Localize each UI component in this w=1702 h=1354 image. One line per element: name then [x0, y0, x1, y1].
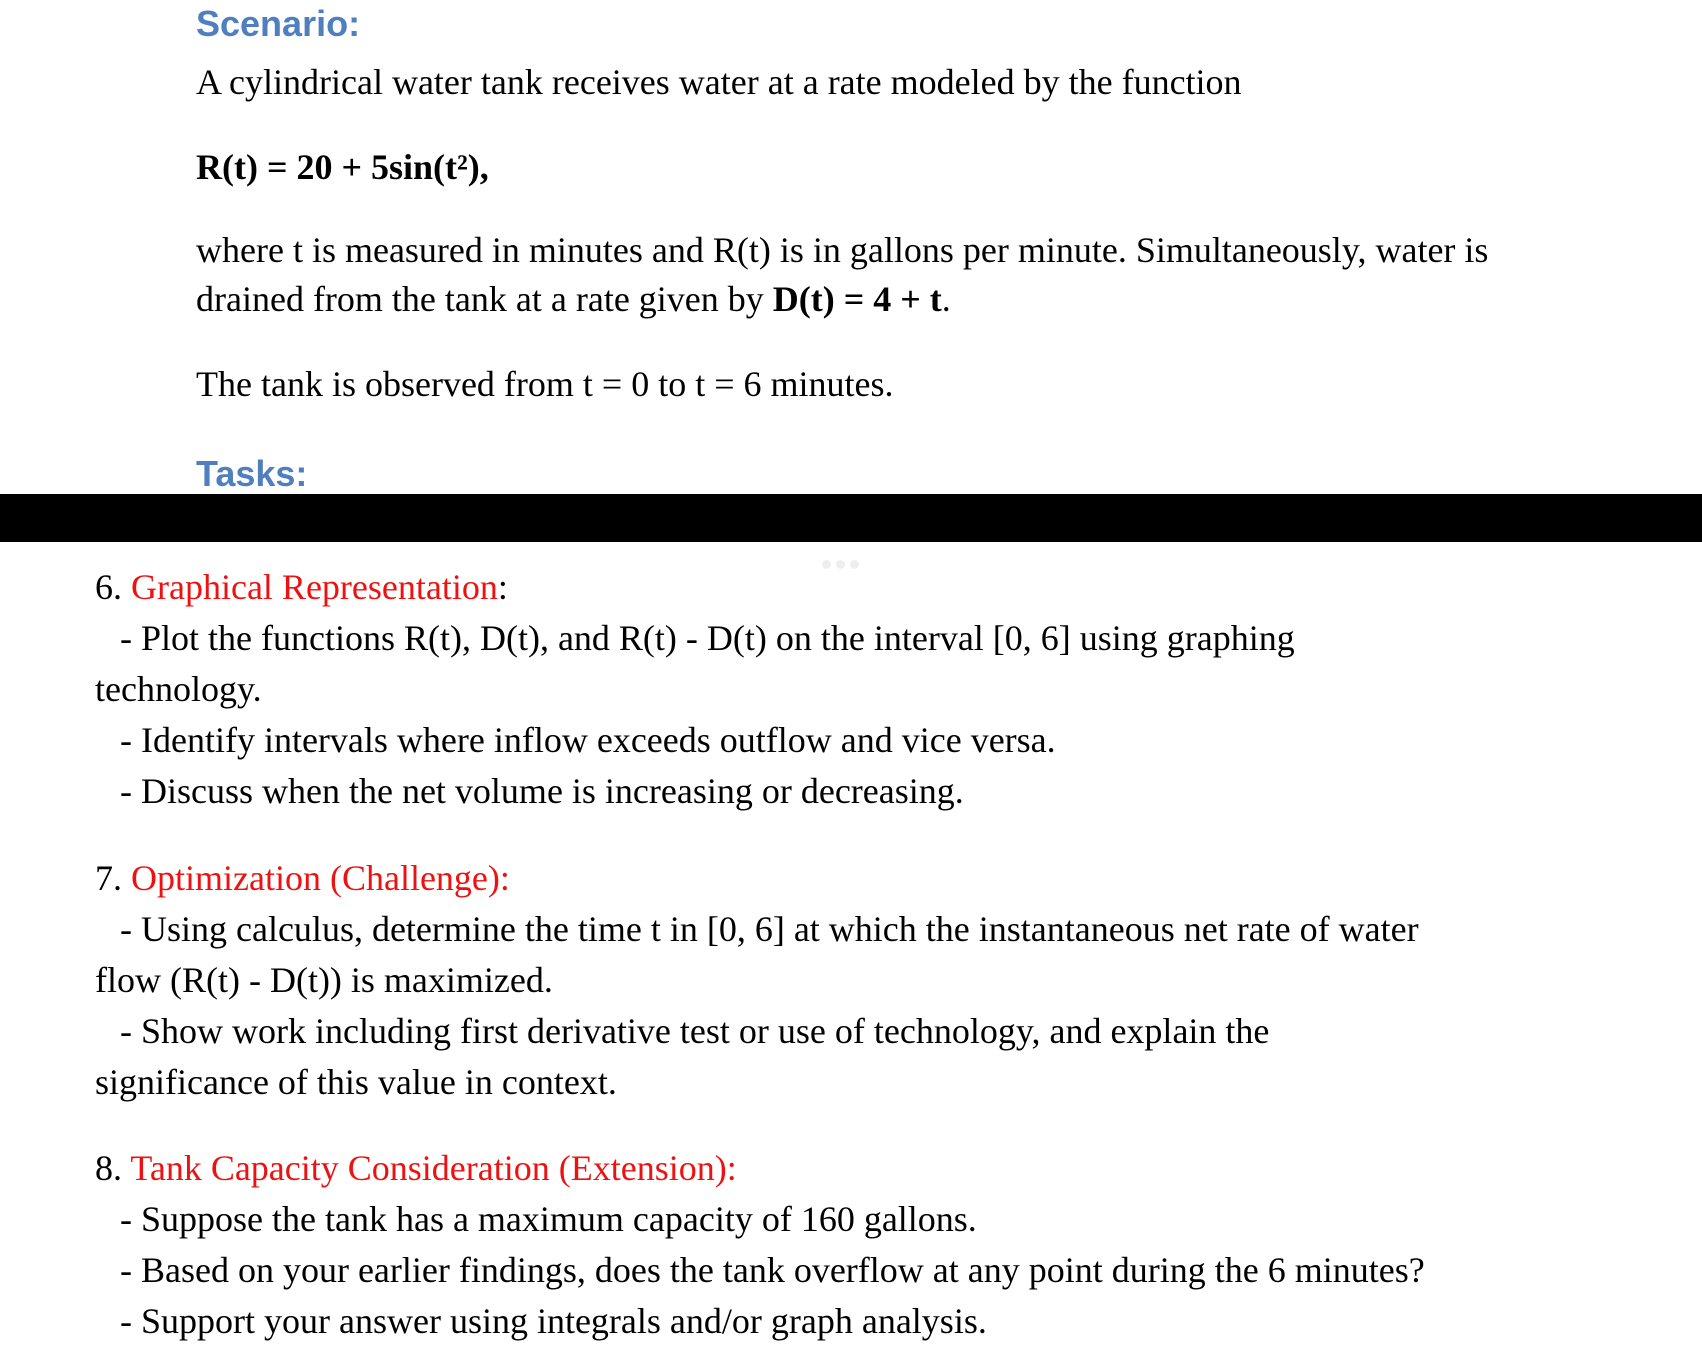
task-8-title — [95, 1146, 737, 1190]
task-8-line-1: - Suppose the tank has a maximum capacity of 160 gallons. — [120, 1199, 977, 1239]
description-line2-suffix: . — [941, 279, 951, 319]
scenario-description-line2 — [196, 277, 951, 321]
task-8-line-3: - Support your answer using integrals and/or graph analysis. — [120, 1301, 987, 1341]
task-7-line-2: flow (R(t) - D(t)) is maximized. — [95, 960, 553, 1000]
task-6-line-3: - Identify intervals where inflow exceeds outflow and vice versa. — [120, 720, 1056, 760]
task-6-title-text: Graphical Representation — [131, 567, 498, 607]
rate-formula: R(t) = 20 + 5sin(t²), — [196, 147, 489, 187]
observation-text: The tank is observed from t = 0 to t = 6 minutes. — [196, 364, 894, 404]
task-6-line-4: - Discuss when the net volume is increasing or decreasing. — [120, 771, 964, 811]
task-7-number: 7. — [95, 858, 122, 898]
scenario-intro: A cylindrical water tank receives water at a rate modeled by the function — [196, 62, 1242, 102]
task-6-title — [95, 565, 508, 609]
task-8-title-text: Tank Capacity Consideration (Extension): — [130, 1148, 737, 1188]
task-7-title-text: Optimization (Challenge): — [131, 858, 510, 898]
task-7-title — [95, 856, 510, 900]
task-6-title-suffix: : — [497, 567, 508, 607]
task-6-line-1: - Plot the functions R(t), D(t), and R(t) - D(t) on the interval [0, 6] using graphing — [120, 618, 1295, 658]
tasks-heading: Tasks: — [196, 453, 308, 494]
more-dots-icon — [822, 560, 859, 572]
task-8-line-2: - Based on your earlier findings, does the tank overflow at any point during the 6 minutes? — [120, 1250, 1425, 1290]
screenshot-divider — [0, 494, 1702, 542]
scenario-heading: Scenario: — [196, 3, 361, 44]
task-7-line-1: - Using calculus, determine the time t in [0, 6] at which the instantaneous net rate of water — [120, 909, 1419, 949]
task-8-number: 8. — [95, 1148, 122, 1188]
drain-formula: D(t) = 4 + t — [772, 279, 942, 319]
description-line2-prefix: drained from the tank at a rate given by — [196, 279, 773, 319]
task-7-line-4: significance of this value in context. — [95, 1062, 617, 1102]
task-6-number: 6. — [95, 567, 122, 607]
scenario-description-line1: where t is measured in minutes and R(t) is in gallons per minute. Simultaneously, water is — [196, 230, 1489, 270]
task-7-line-3: - Show work including first derivative test or use of technology, and explain the — [120, 1011, 1270, 1051]
task-6-line-2: technology. — [95, 669, 262, 709]
